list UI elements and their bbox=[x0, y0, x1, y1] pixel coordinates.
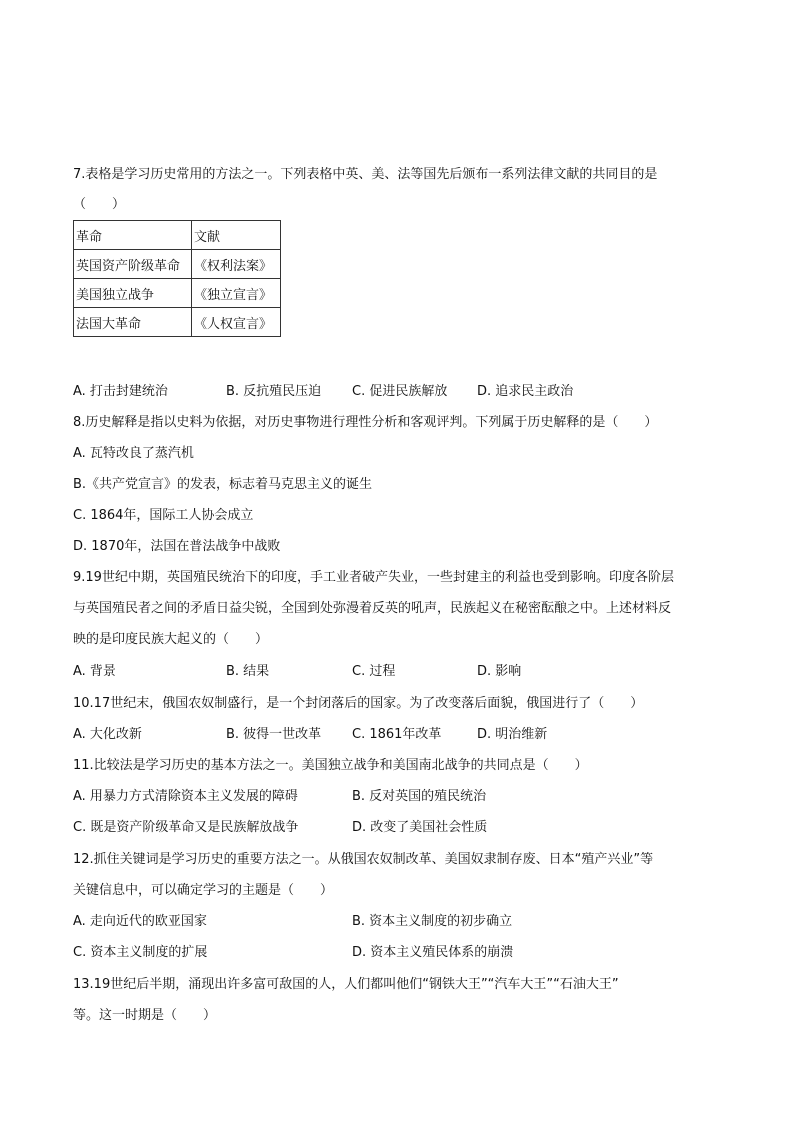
q9-stem-line-2: 与英国殖民者之间的矛盾日益尖锐，全国到处弥漫着反英的吼声，民族起义在秘密酝酿之中。上述材料反 bbox=[73, 601, 672, 616]
q13-stem-line-2: 等。这一时期是（ ） bbox=[73, 1008, 217, 1023]
q7-stem: 7.表格是学习历史常用的方法之一。下列表格中英、美、法等国先后颁布一系列法律文献的共同目的是 bbox=[73, 167, 658, 182]
q7-paren: （ ） bbox=[73, 197, 126, 212]
q12-stem-line-2: 关键信息中，可以确定学习的主题是（ ） bbox=[73, 883, 334, 898]
q11-stem: 11.比较法是学习历史的基本方法之一。美国独立战争和美国南北战争的共同点是（ ） bbox=[73, 758, 588, 773]
q11-option-b[interactable]: B. 反对英国的殖民统治 bbox=[352, 789, 487, 804]
q12-stem-line-1: 12.抓住关键词是学习历史的重要方法之一。从俄国农奴制改革、美国奴隶制存废、日本“殖产兴业”等 bbox=[73, 852, 654, 867]
q7-table bbox=[73, 220, 281, 337]
q8-stem: 8.历史解释是指以史料为依据，对历史事物进行理性分析和客观评判。下列属于历史解释的是（ ） bbox=[73, 415, 658, 430]
table-row bbox=[74, 250, 281, 279]
q10-option-d[interactable]: D. 明治维新 bbox=[477, 727, 548, 742]
q9-option-b[interactable]: B. 结果 bbox=[226, 664, 270, 679]
q13-stem-line-1: 13.19世纪后半期，涌现出许多富可敌国的人，人们都叫他们“钢铁大王”“汽车大王”“石油大王” bbox=[73, 977, 619, 992]
q12-option-a[interactable]: A. 走向近代的欧亚国家 bbox=[73, 914, 207, 929]
q12-option-c[interactable]: C. 资本主义制度的扩展 bbox=[73, 945, 208, 960]
q10-option-c[interactable]: C. 1861年改革 bbox=[352, 727, 442, 742]
table-row bbox=[74, 279, 281, 308]
q7-option-b[interactable]: B. 反抗殖民压迫 bbox=[226, 384, 322, 399]
q9-option-a[interactable]: A. 背景 bbox=[73, 664, 116, 679]
q11-option-c[interactable]: C. 既是资产阶级革命又是民族解放战争 bbox=[73, 820, 299, 835]
q10-stem: 10.17世纪末，俄国农奴制盛行，是一个封闭落后的国家。为了改变落后面貌，俄国进行了（ ） bbox=[73, 696, 644, 711]
q8-option-c[interactable]: C. 1864年，国际工人协会成立 bbox=[73, 508, 254, 523]
q12-option-b[interactable]: B. 资本主义制度的初步确立 bbox=[352, 914, 513, 929]
table-cell: 《独立宣言》 bbox=[192, 279, 281, 308]
q8-option-a[interactable]: A. 瓦特改良了蒸汽机 bbox=[73, 446, 194, 461]
q11-option-d[interactable]: D. 改变了美国社会性质 bbox=[352, 820, 488, 835]
q7-option-d[interactable]: D. 追求民主政治 bbox=[477, 384, 574, 399]
q12-option-d[interactable]: D. 资本主义殖民体系的崩溃 bbox=[352, 945, 514, 960]
q7-option-a[interactable]: A. 打击封建统治 bbox=[73, 384, 168, 399]
q8-option-d[interactable]: D. 1870年，法国在普法战争中战败 bbox=[73, 539, 281, 554]
q8-option-b[interactable]: B.《共产党宣言》的发表，标志着马克思主义的诞生 bbox=[73, 477, 373, 492]
table-header-row bbox=[74, 221, 281, 250]
table-cell: 《人权宣言》 bbox=[192, 308, 281, 337]
q9-stem-line-1: 9.19世纪中期，英国殖民统治下的印度，手工业者破产失业，一些封建主的利益也受到影响。印度各阶层 bbox=[73, 570, 674, 585]
q10-option-a[interactable]: A. 大化改新 bbox=[73, 727, 142, 742]
q7-option-c[interactable]: C. 促进民族解放 bbox=[352, 384, 448, 399]
table-row bbox=[74, 308, 281, 337]
table-header-cell: 文献 bbox=[192, 221, 281, 250]
table-cell: 美国独立战争 bbox=[74, 279, 192, 308]
q9-option-c[interactable]: C. 过程 bbox=[352, 664, 396, 679]
table-header-cell: 革命 bbox=[74, 221, 192, 250]
table-cell: 《权利法案》 bbox=[192, 250, 281, 279]
table-cell: 法国大革命 bbox=[74, 308, 192, 337]
q9-stem-line-3: 映的是印度民族大起义的（ ） bbox=[73, 632, 269, 647]
q9-option-d[interactable]: D. 影响 bbox=[477, 664, 522, 679]
q10-option-b[interactable]: B. 彼得一世改革 bbox=[226, 727, 322, 742]
table-cell: 英国资产阶级革命 bbox=[74, 250, 192, 279]
q11-option-a[interactable]: A. 用暴力方式清除资本主义发展的障碍 bbox=[73, 789, 298, 804]
